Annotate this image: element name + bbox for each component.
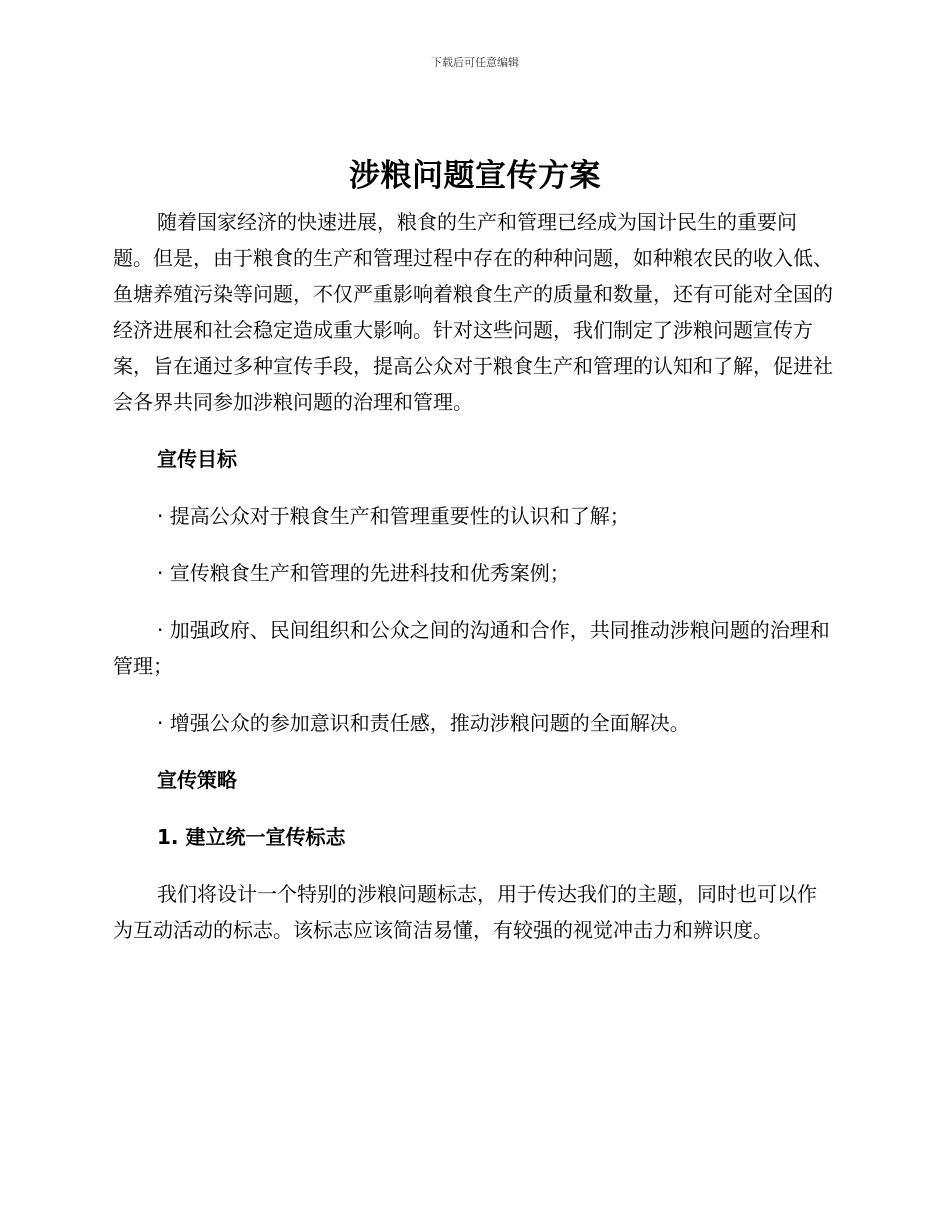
intro-paragraph: 随着国家经济的快速进展，粮食的生产和管理已经成为国计民生的重要问题。但是，由于粮食的生产和管理过程中存在的种种问题，如种粮农民的收入低、鱼塘养殖污染等问题，不仅严重影响着粮食生产的质量和数量，还有可能对全国的经济进展和社会稳定造成重大影响。针对这些问题，我们制定了涉粮问题宣传方案，旨在通过多种宣传手段，提高公众对于粮食生产和管理的认知和了解，促进社会各界共同参加涉粮问题的治理和管理。 <box>113 210 833 414</box>
document-title: 涉粮问题宣传方案 <box>349 158 601 194</box>
goal-item: · 增强公众的参加意识和责任感，推动涉粮问题的全面解决。 <box>157 711 690 735</box>
strategy-subheading: 1. 建立统一宣传标志 <box>157 825 346 849</box>
goal-item: · 加强政府、民间组织和公众之间的沟通和合作，共同推动涉粮问题的治理和管理； <box>113 618 830 678</box>
document-body <box>113 204 833 948</box>
strategy-heading: 宣传策略 <box>157 768 237 792</box>
header-note: 下载后可任意编辑 <box>431 56 519 69</box>
goals-heading: 宣传目标 <box>157 447 237 471</box>
strategy-paragraph: 我们将设计一个特别的涉粮问题标志，用于传达我们的主题，同时也可以作为互动活动的标志。该标志应该简洁易懂，有较强的视觉冲击力和辨识度。 <box>113 882 817 942</box>
goal-item: · 宣传粮食生产和管理的先进科技和优秀案例； <box>157 561 570 585</box>
goal-item: · 提高公众对于粮食生产和管理重要性的认识和了解； <box>157 504 630 528</box>
